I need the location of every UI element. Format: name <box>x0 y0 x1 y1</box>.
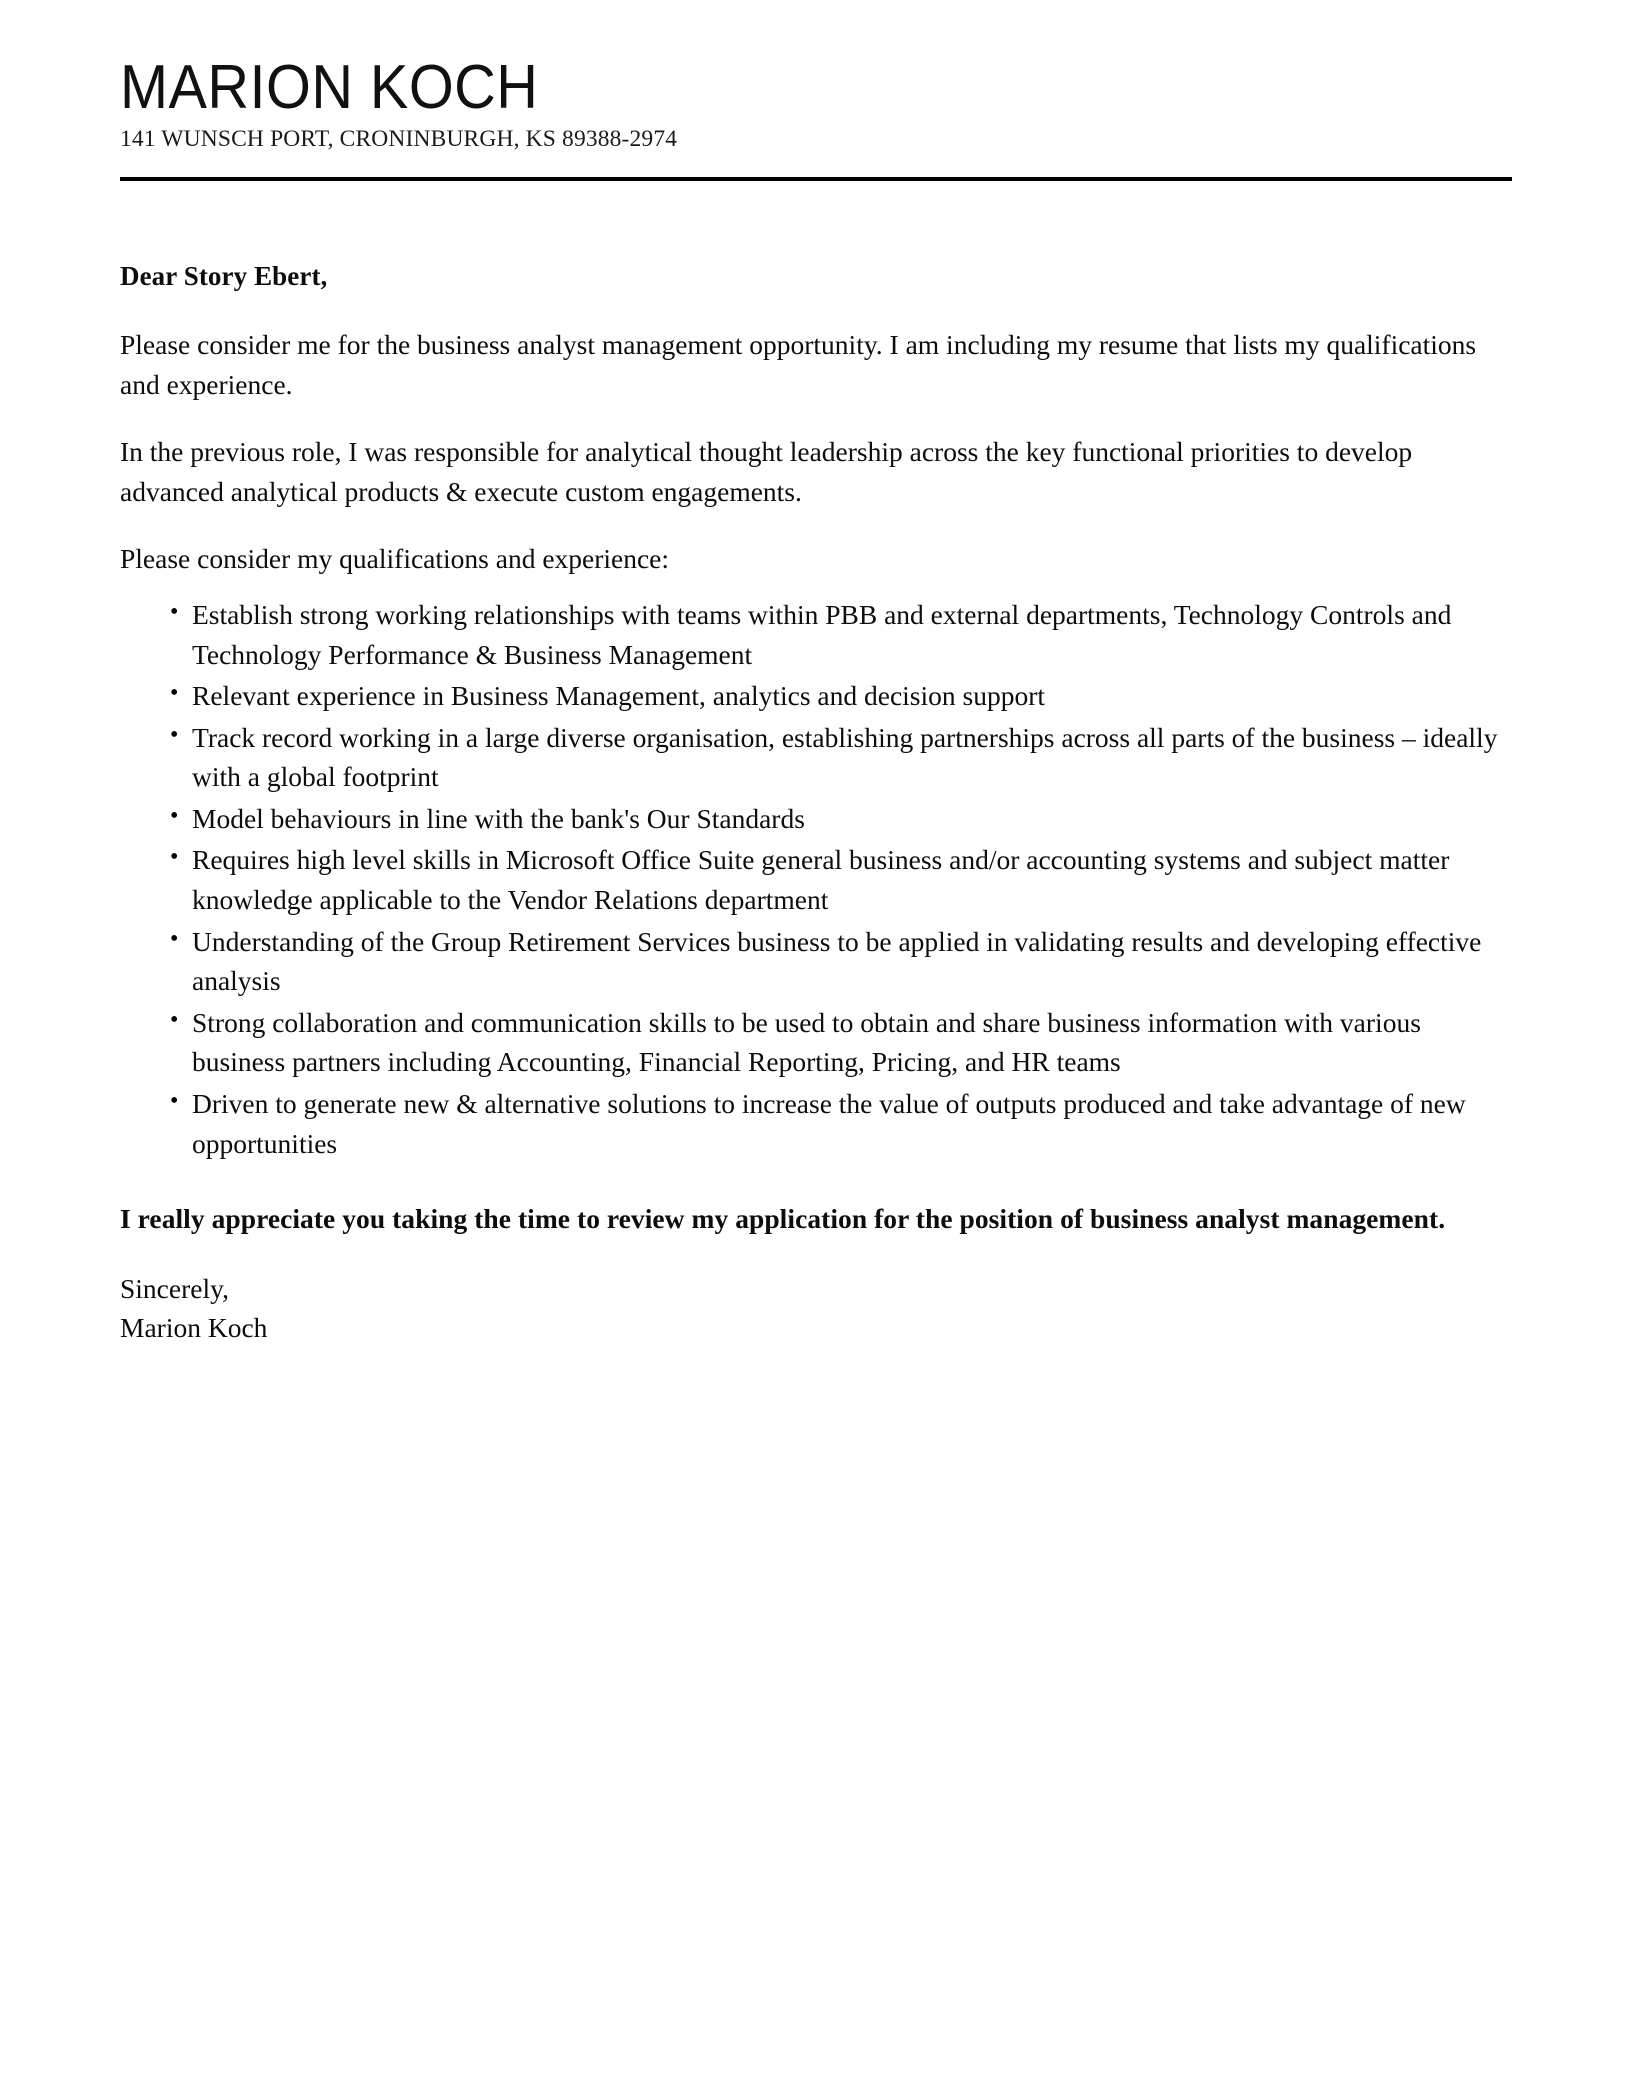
list-item: • Understanding of the Group Retirement Services business to be applied in validating results and developing effective analysis <box>170 922 1512 1001</box>
signature-name: Marion Koch <box>120 1312 268 1344</box>
paragraph-experience: In the previous role, I was responsible for analytical thought leadership across the key functional priorities to develop advanced analytical products & execute custom engagements. <box>120 436 1413 507</box>
qualifications-intro: Please consider my qualifications and experience: <box>120 543 670 575</box>
qualifications-list <box>120 595 1512 1163</box>
list-item: • Establish strong working relationships with teams within PBB and external departments, Technology Controls and Technology Performance & Business Management <box>170 595 1512 674</box>
valediction: Sincerely, <box>120 1273 229 1305</box>
list-item: • Relevant experience in Business Management, analytics and decision support <box>170 676 1512 716</box>
list-item: • Model behaviours in line with the bank's Our Standards <box>170 799 1512 839</box>
list-item: • Requires high level skills in Microsoft Office Suite general business and/or accounting systems and subject matter knowledge applicable to the Vendor Relations department <box>170 840 1512 919</box>
signature-block <box>120 1269 1512 1347</box>
header-divider <box>120 177 1512 181</box>
list-item: • Driven to generate new & alternative solutions to increase the value of outputs produced and take advantage of new opportunities <box>170 1084 1512 1163</box>
closing-statement: I really appreciate you taking the time to review my application for the position of business analyst management. <box>120 1203 1446 1235</box>
letter-body <box>120 257 1512 1348</box>
letterhead <box>120 0 1512 181</box>
page-title: MARION KOCH <box>120 53 539 122</box>
list-item: • Strong collaboration and communication skills to be used to obtain and share business information with various business partners including Accounting, Financial Reporting, Pricing, and HR teams <box>170 1003 1512 1082</box>
paragraph-intro: Please consider me for the business analyst management opportunity. I am including my resume that lists my qualifications and experience. <box>120 328 1477 400</box>
salutation: Dear Story Ebert, <box>120 260 328 291</box>
letter-container <box>120 0 1512 1347</box>
list-item: • Track record working in a large diverse organisation, establishing partnerships across all parts of the business – ideally with a global footprint <box>170 718 1512 797</box>
contact-address: 141 WUNSCH PORT, CRONINBURGH, KS 89388-2974 <box>120 126 678 153</box>
